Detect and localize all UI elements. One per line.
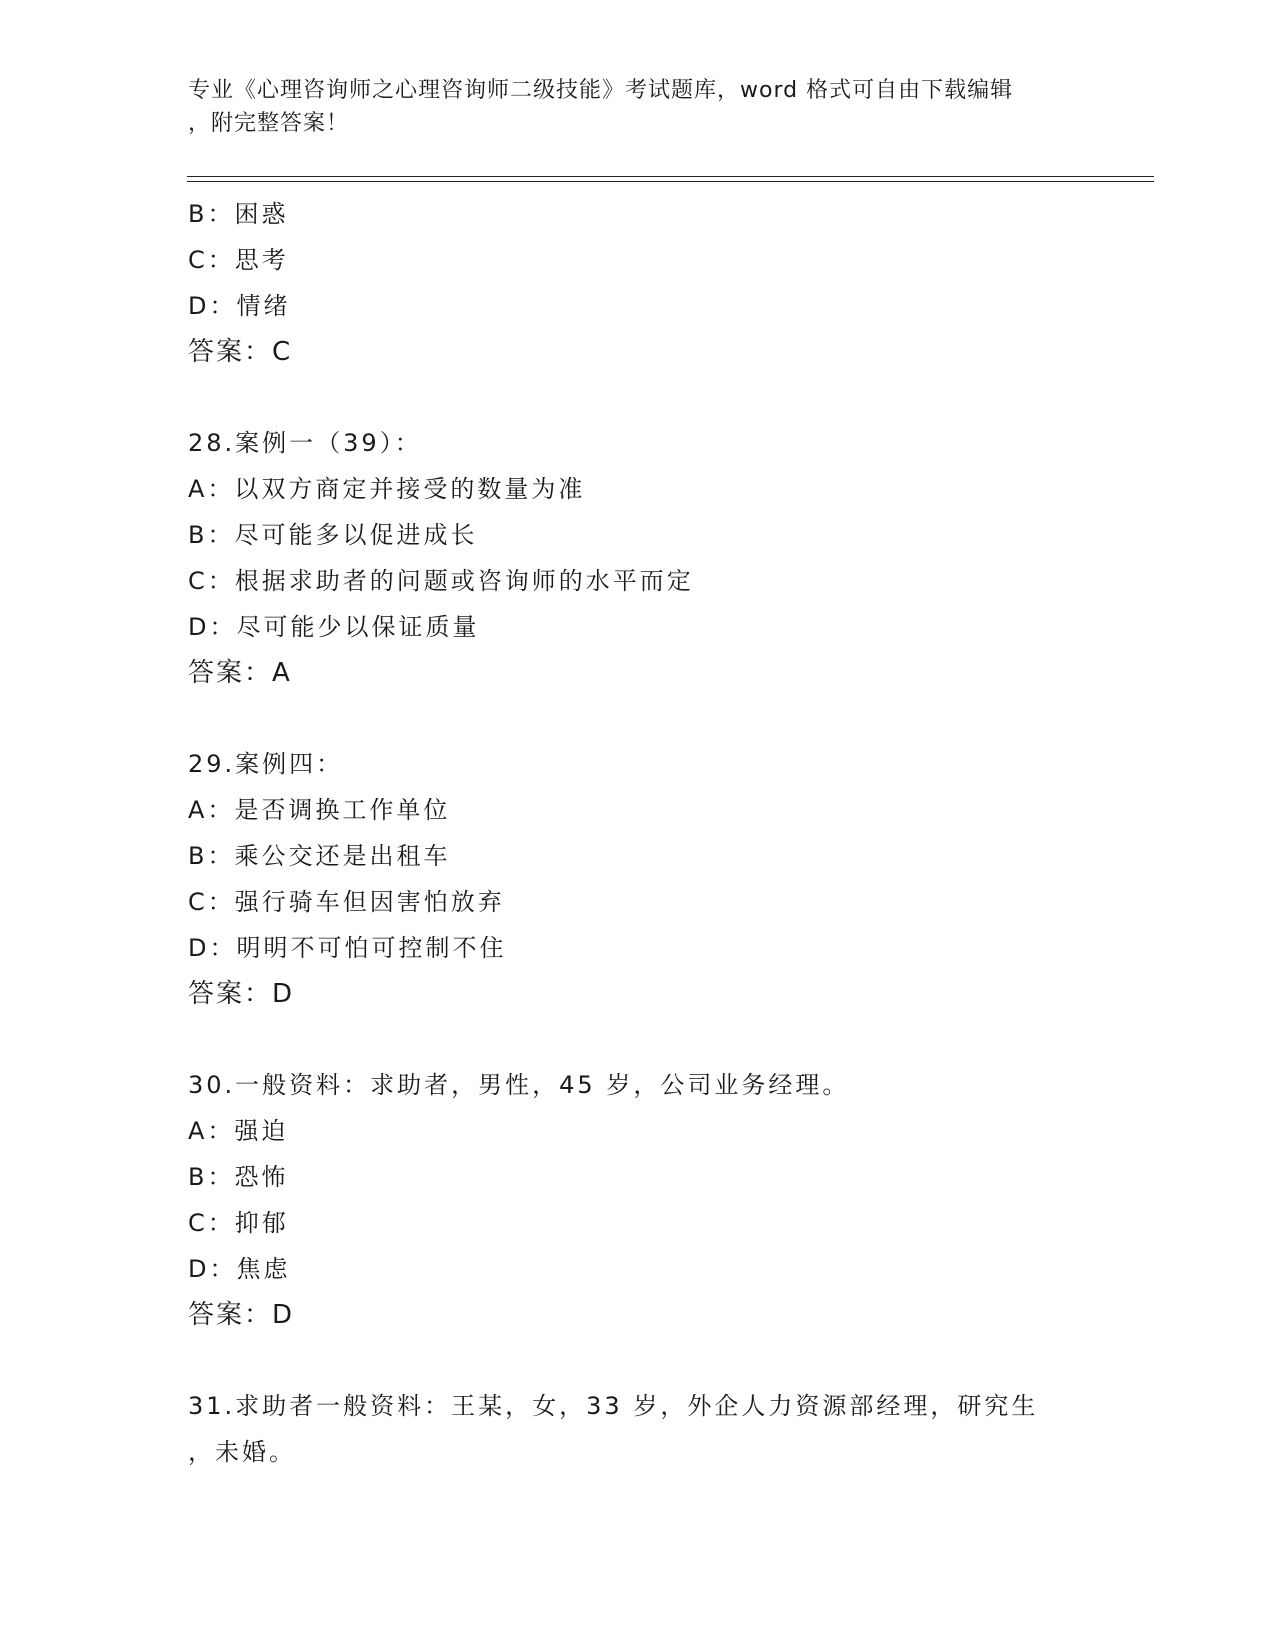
option-b: B：乘公交还是出租车 xyxy=(188,842,451,870)
answer-line: 答案：A xyxy=(188,658,292,688)
header-rule-bottom xyxy=(187,181,1154,182)
header-line-1: 专业《心理咨询师之心理咨询师二级技能》考试题库，word 格式可自由下载编辑 xyxy=(188,78,1014,103)
spacer xyxy=(188,375,1148,420)
answer-line: 答案：C xyxy=(188,337,293,367)
answer-line: 答案：D xyxy=(188,1300,295,1330)
option-a: A：是否调换工作单位 xyxy=(188,796,451,824)
spacer xyxy=(188,1017,1148,1062)
header-line-2: ，附完整答案！ xyxy=(188,111,350,136)
option-c: C：根据求助者的问题或咨询师的水平而定 xyxy=(188,567,694,595)
option-d: D：情绪 xyxy=(188,292,291,320)
option-d: D：尽可能少以保证质量 xyxy=(188,613,480,641)
option-c: C：思考 xyxy=(188,246,289,274)
question-31 xyxy=(188,1383,1093,1475)
option-c: C：抑郁 xyxy=(188,1209,289,1237)
question-28 xyxy=(188,420,1148,696)
spacer xyxy=(188,696,1148,741)
option-d: D：焦虑 xyxy=(188,1255,291,1283)
header-rule-top xyxy=(187,176,1154,177)
question-29 xyxy=(188,741,1148,1017)
question-stem: 29.案例四： xyxy=(188,750,344,778)
option-a: A：以双方商定并接受的数量为准 xyxy=(188,475,586,503)
question-stem-line-1: 31.求助者一般资料：王某，女，33 岁，外企人力资源部经理，研究生 xyxy=(188,1392,1039,1420)
question-list xyxy=(188,191,1148,1475)
option-b: B：尽可能多以促进成长 xyxy=(188,521,478,549)
option-a: A：强迫 xyxy=(188,1117,289,1145)
question-30 xyxy=(188,1062,1148,1338)
question-stem: 28.案例一（39）： xyxy=(188,429,422,457)
answer-line: 答案：D xyxy=(188,979,295,1009)
question-27-tail xyxy=(188,191,1148,375)
question-stem-line-2: ，未婚。 xyxy=(188,1438,296,1466)
document-header xyxy=(188,74,1088,140)
option-c: C：强行骑车但因害怕放弃 xyxy=(188,888,505,916)
spacer xyxy=(188,1338,1148,1383)
option-b: B：恐怖 xyxy=(188,1163,289,1191)
option-b: B：困惑 xyxy=(188,200,289,228)
question-stem: 30.一般资料：求助者，男性，45 岁，公司业务经理。 xyxy=(188,1071,850,1099)
option-d: D：明明不可怕可控制不住 xyxy=(188,934,507,962)
